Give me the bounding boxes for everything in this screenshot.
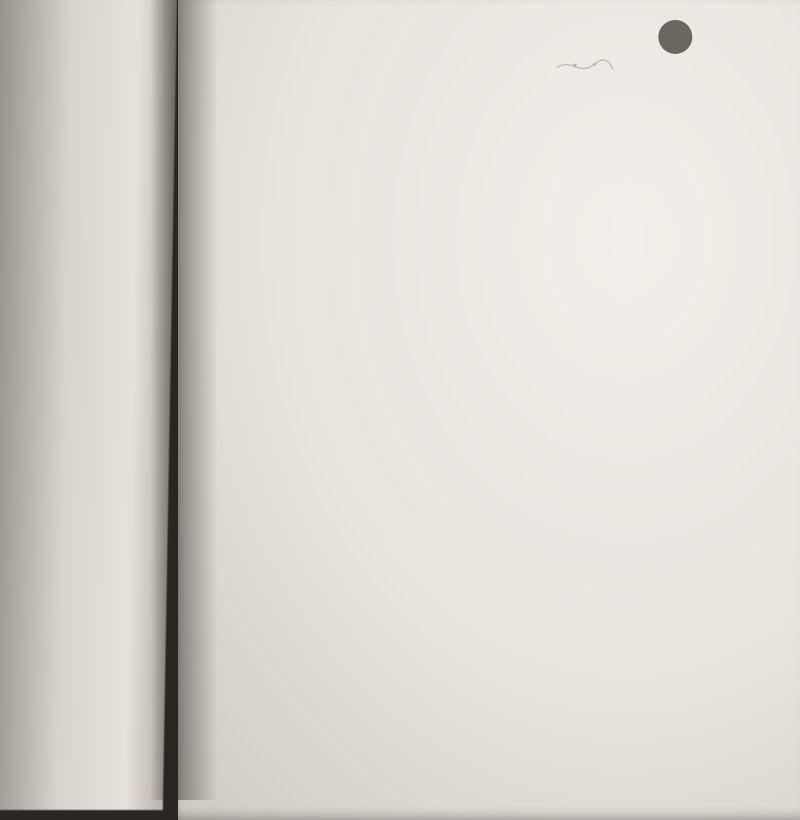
- section-paragraph: [191, 603, 691, 767]
- chapter-ornament-icon: [555, 53, 615, 78]
- chapter-badge: [554, 13, 705, 85]
- section-paragraph: [200, 402, 689, 592]
- section-paragraph: [195, 96, 686, 416]
- chapter-number: [658, 20, 693, 55]
